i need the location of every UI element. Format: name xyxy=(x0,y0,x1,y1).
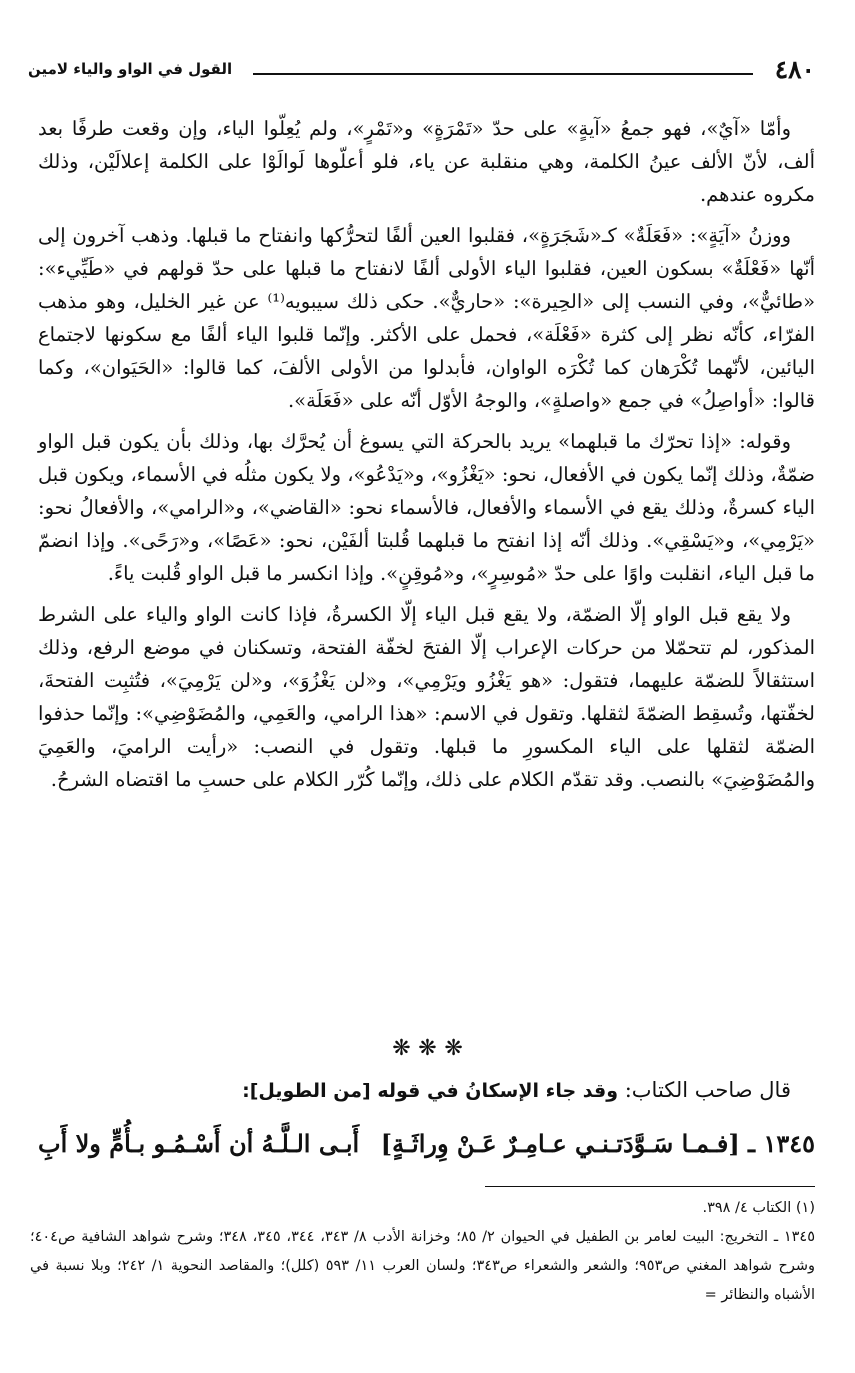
poetry-verse xyxy=(38,1124,815,1164)
paragraph: وأمّا «آيٌ»، فهو جمعُ «آيةٍ» على حدّ «تَمْرَةٍ» و«تَمْرٍ»، ولم يُعِلّوا الياء، وإن وقعت طرفًا بعد ألف، لأنّ الألف عينُ الكلمة، وهي منقلبة عن ياء، فلو أعلّوها لَوالَوْا على الكلمة إعلالَيْن، وذلك مكروه عندهم. xyxy=(38,117,815,206)
page-header xyxy=(28,55,815,85)
footnote: ١٣٤٥ ـ التخريج: البيت لعامر بن الطفيل في الحيوان ٢/ ٨٥؛ وخزانة الأدب ٨/ ٣٤٣، ٣٤٤، ٣٤٥، ٣٤٨؛ وشرح شواهد الشافية ص٤٠٤؛ وشرح شواهد المغني ص٩٥٣؛ والشعر والشعراء ص٣٤٣؛ ولسان العرب ١١/ ٥٩٣ (كلل)؛ والمقاصد النحوية ١/ ٢٤٢؛ وبلا نسبة في الأشباه والنظائر = xyxy=(30,1229,815,1303)
header-rule xyxy=(253,73,753,75)
verse-first-half xyxy=(381,1124,815,1164)
footnotes xyxy=(30,1194,815,1310)
paragraph: ولا يقع قبل الواو إلّا الضمّة، ولا يقع قبل الياء إلّا الكسرةُ، فإذا كانت الواو والياء على الشرط المذكور، لم تتحمّلا من حركات الإعراب إلّا الفتحَ لخفّة الفتحة، وتسكنان في موضع الرفع، وذلك استثقالاً للضمّة عليهما، فتقول: «هو يَغْزُو ويَرْمِي»، و«لن يَغْزُوَ»، و«لن يَرْمِيَ»، فتُثبِت الفتحةَ، لخفّتها، وتُسقِط الضمّةَ لثقلها. وتقول في الاسم: «هذا الرامي، والعَمِي، والمُضَوْضِي»: وإنّما حذفوا الضمّة لثقلها على الياء المكسورِ ما قبلها. وتقول في النصب: «رأيت الراميَ، والعَمِيَ والمُضَوْضِيَ» بالنصب. وقد تقدّم الكلام على ذلك، وإنّما كُرّر الكلام على حسبِ ما اقتضاه الشرحُ. xyxy=(38,603,815,791)
section-separator: ❋ ❋ ❋ xyxy=(392,1036,463,1061)
paragraph: وقوله: «إذا تحرّك ما قبلهما» يريد بالحركة التي يسوغ أن يُحرَّك بها، وذلك بأن يكون قبل الواو ضمّةٌ، وذلك إنّما يكون في الأفعال، نحو: «يَغْزُو»، و«يَدْعُو»، ولا يكون مثلُه في الأسماء، ويكون قبل الياء كسرةٌ، وذلك يقع في الأسماء والأفعال، فالأسماء نحو: «القاضي»، و«الرامي»، والأفعالُ نحو: «يَرْمِي»، و«يَسْقِي». وذلك أنّه إذا انفتح ما قبلهما قُلبتا ألفَيْن، نحو: «عَصًا»، و«رَحًى». وإذا انضمّ ما قبل الياء، انقلبت واوًا على حدّ «مُوسِرٍ»، و«مُوقِنٍ». وإذا انكسر ما قبل الواو قُلبت ياءً. xyxy=(38,430,815,585)
verse-second-hemistich: أَبـى الـلَّـهُ أن أَسْـمُـو بـأُمٍّ ولا أَبِ xyxy=(38,1129,360,1158)
quote-intro-label: قال صاحب الكتاب: xyxy=(624,1078,791,1102)
footnote-divider xyxy=(485,1186,815,1187)
main-text xyxy=(38,112,815,804)
running-title: القول في الواو والياء لامين xyxy=(28,60,233,78)
verse-first-hemistich: [فـمـا سَـوَّدَتـنـي عـامِـرٌ عَـنْ وِراثَـةٍ] xyxy=(380,1129,740,1158)
verse-number: ١٣٤٥ ـ xyxy=(748,1129,815,1158)
quote-intro-bold: وقد جاء الإسكانُ في قوله [من الطويل]: xyxy=(242,1080,619,1102)
quote-intro xyxy=(38,1072,815,1109)
page-number: ٤٨٠ xyxy=(774,55,815,84)
paragraph: ووزنُ «آيَةٍ»: «فَعَلَةٌ» كـ«شَجَرَةٍ»، فقلبوا العين ألفًا لتحرُّكها وانفتاح ما قبلها. وذهب آخرون إلى أنّها «فَعْلَةٌ» بسكون العين، فقلبوا الياء الأولى ألفًا لانفتاح ما قبلها على حدّ قولهم في «طَيِّيء»: «طائيٌّ»، وفي النسب إلى «الحِيرة»: «حاريٌّ». حكى ذلك سيبويه⁽¹⁾ عن غير الخليل، وهو مذهب الفرّاء، كأنّه نظر إلى كثرة «فَعْلَة»، فحمل على الأكثر. وإنّما قلبوا الياء ألفًا مع سكونها لاجتماع اليائين، لأنّهما تُكْرَهان كما تُكْرَه الواوان، فأبدلوا من الأولى الألفَ، كما قالوا: «الحَيَوان»، وكما قالوا: «أواصِلُ» في جمع «واصلةٍ»، والوجهُ الأوّل أنّه على «فَعَلَة». xyxy=(38,224,816,412)
footnote: (١) الكتاب ٤/ ٣٩٨. xyxy=(702,1200,815,1216)
